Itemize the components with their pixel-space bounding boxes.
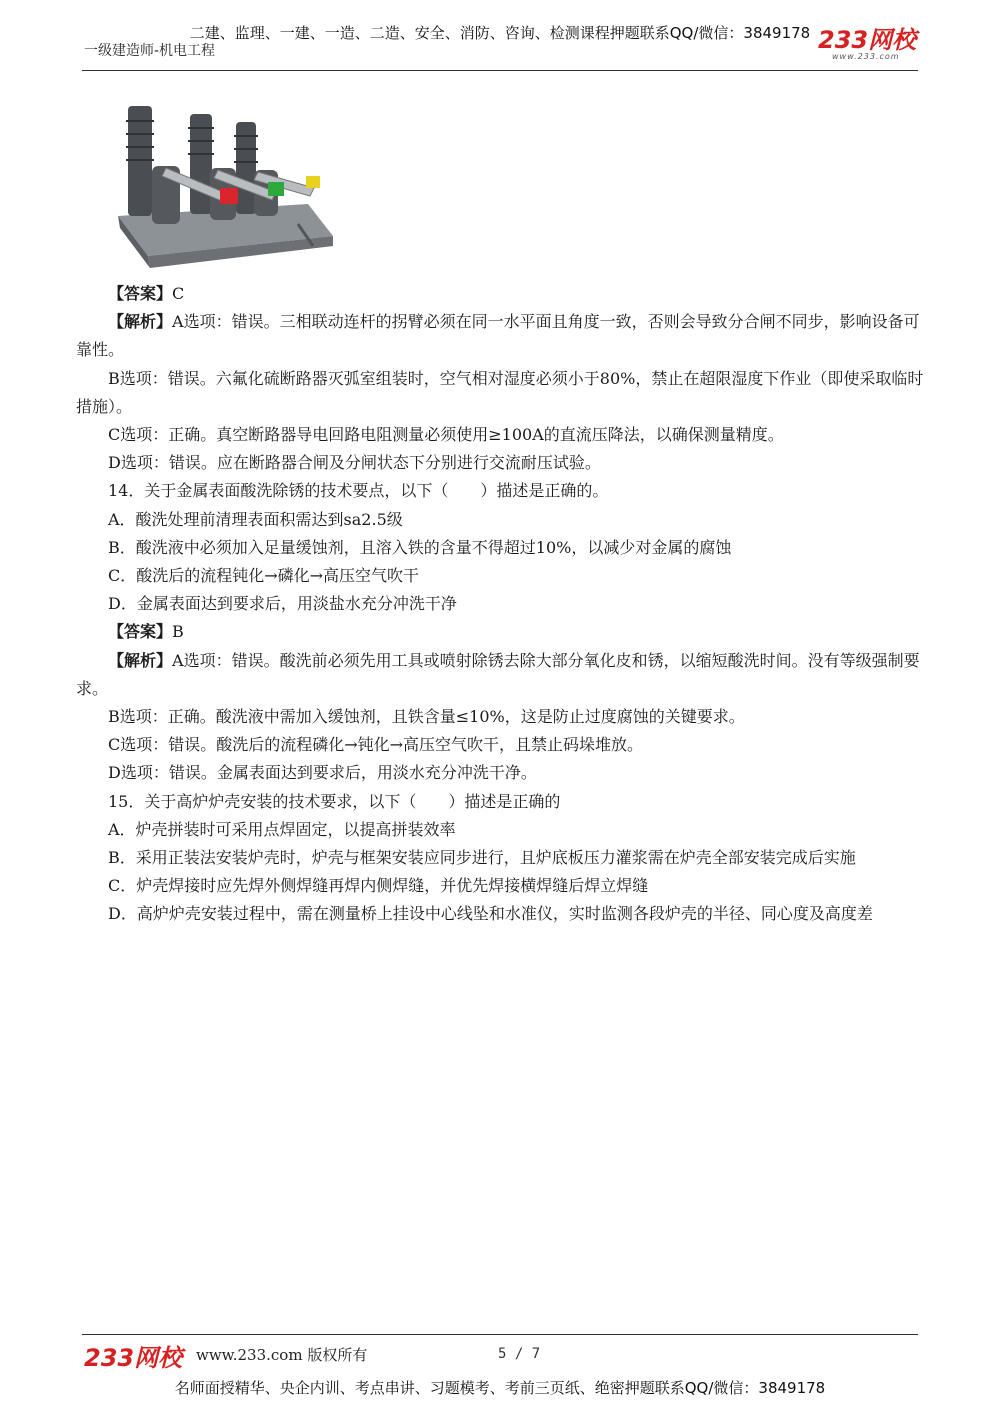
brand-logo-url: www.233.com [832, 52, 900, 61]
q14-answer [76, 618, 926, 646]
q13-analysis-d: D选项：错误。应在断路器合闸及分闸状态下分别进行交流耐压试验。 [108, 453, 601, 473]
q14-analysis-b: B选项：正确。酸洗液中需加入缓蚀剂，且铁含量≤10%，这是防止过度腐蚀的关键要求。 [108, 707, 745, 727]
answer-value: C [172, 284, 185, 303]
q13-answer [76, 280, 926, 308]
analysis-text: A选项：错误。酸洗前必须先用工具或喷射除锈去除大部分氧化皮和锈，以缩短酸洗时间。没有等级强制要求。 [76, 650, 920, 698]
q15-option-b: B．采用正装法安装炉壳时，炉壳与框架安装应同步进行，且炉底板压力灌浆需在炉壳全部安装完成后实施 [108, 848, 856, 868]
q15-option-c: C．炉壳焊接时应先焊外侧焊缝再焊内侧焊缝，并优先焊接横焊缝后焊立焊缝 [108, 876, 649, 896]
q15-option-d: D．高炉炉壳安装过程中，需在测量桥上挂设中心线坠和水准仪，实时监测各段炉壳的半径、同心度及高度差 [108, 904, 873, 924]
q13-analysis-c: C选项：正确。真空断路器导电回路电阻测量必须使用≥100A的直流压降法，以确保测量精度。 [108, 425, 784, 445]
q14-question: 14．关于金属表面酸洗除锈的技术要点，以下（ ）描述是正确的。 [108, 481, 609, 501]
q14-option-c: C．酸洗后的流程钝化→磷化→高压空气吹干 [108, 566, 420, 586]
brand-logo-text: 233网校 [818, 26, 917, 54]
q13-analysis-b: B选项：错误。六氟化硫断路器灭弧室组装时，空气相对湿度必须小于80%，禁止在超限湿度下作业（即使采取临时措施）。 [76, 368, 924, 416]
answer-value: B [172, 622, 184, 642]
document-body [76, 280, 926, 929]
q14-option-b: B．酸洗液中必须加入足量缓蚀剂，且溶入铁的含量不得超过10%，以减少对金属的腐蚀 [108, 537, 732, 557]
q14-analysis-a [76, 647, 926, 703]
vacuum-circuit-breaker-photo [108, 96, 338, 276]
analysis-text: A选项：错误。三相联动连杆的拐臂必须在同一水平面且角度一致，否则会导致分合闸不同步，影响设备可靠性。 [76, 312, 920, 360]
page-number: 5 / 7 [498, 1346, 541, 1362]
q15-option-a: A．炉壳拼装时可采用点焊固定，以提高拼装效率 [108, 819, 456, 839]
q14-analysis-d: D选项：错误。金属表面达到要求后，用淡水充分冲洗干净。 [108, 763, 537, 783]
footer-divider [82, 1334, 918, 1335]
answer-label: 【答案】 [108, 622, 173, 642]
analysis-label: 【解析】 [108, 650, 173, 670]
brand-logo [818, 28, 916, 62]
q14-option-a: A．酸洗处理前清理表面积需达到sa2.5级 [108, 509, 403, 529]
header-divider [82, 70, 918, 71]
q13-analysis-a [76, 308, 926, 364]
footer-copyright: www.233.com 版权所有 [196, 1346, 368, 1364]
q14-analysis-c: C选项：错误。酸洗后的流程磷化→钝化→高压空气吹干，且禁止码垛堆放。 [108, 735, 644, 755]
answer-label: 【答案】 [108, 284, 173, 303]
subject-title: 一级建造师-机电工程 [84, 43, 216, 59]
top-banner: 二建、监理、一建、一造、二造、安全、消防、咨询、检测课程押题联系QQ/微信：3849178 [189, 24, 811, 42]
q15-question: 15．关于高炉炉壳安装的技术要求，以下（ ）描述是正确的 [108, 791, 561, 811]
analysis-label: 【解析】 [108, 312, 173, 332]
bottom-banner: 名师面授精华、央企内训、考点串讲、习题模考、考前三页纸、绝密押题联系QQ/微信：3849178 [174, 1379, 826, 1397]
q14-option-d: D．金属表面达到要求后，用淡盐水充分冲洗干净 [108, 594, 457, 614]
footer-logo: 233网校 [84, 1344, 183, 1372]
